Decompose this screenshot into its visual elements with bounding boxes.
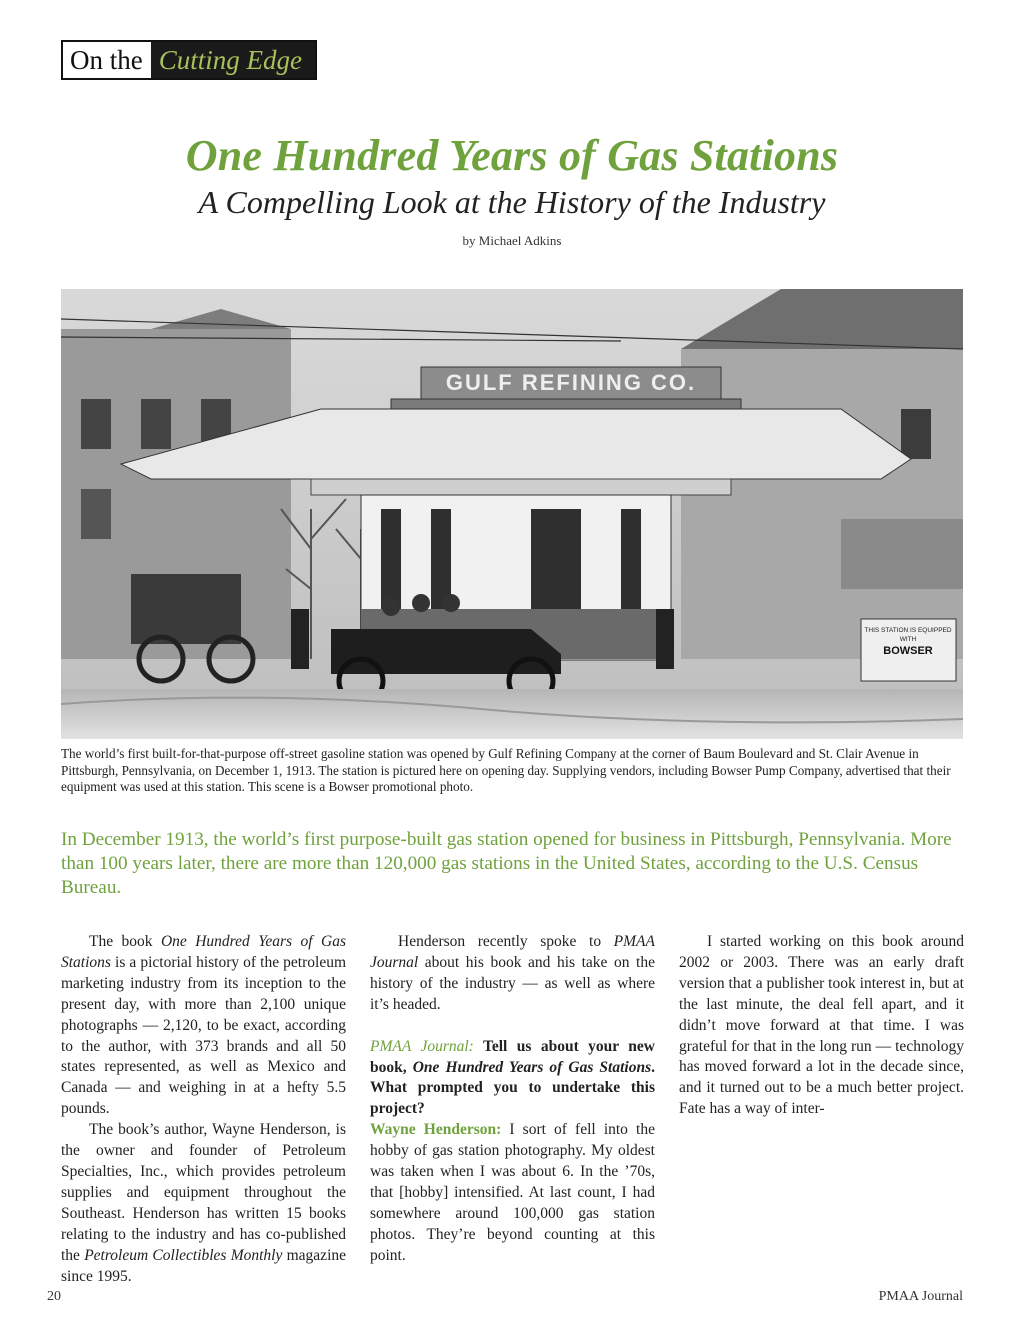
- question-label: PMAA Journal:: [370, 1037, 474, 1055]
- body-paragraph: [370, 932, 655, 1016]
- section-tag-italic: Cutting Edge: [151, 42, 315, 78]
- journal-name: PMAA Journal: [370, 933, 655, 971]
- section-tag: [61, 40, 317, 80]
- article-subtitle: A Compelling Look at the History of the Industry: [198, 184, 826, 220]
- question-text: . What prompted you to undertake this project?: [370, 1058, 655, 1118]
- photo-caption: The world’s first built-for-that-purpose off-street gasoline station was opened by Gulf Refining Company at the corner of Baum Boulevard and St. Clair Avenue in Pittsburgh, Pennsylvania, on December 1, 1913. The station is pictured here on opening day. Supplying vendors, including Bowser Pump Company, advertised that their equipment was used at this station. This scene is a Bowser promotional photo.: [61, 746, 951, 795]
- byline: by Michael Adkins: [462, 233, 562, 248]
- section-tag-plain: On the: [63, 42, 151, 78]
- body-paragraph: [61, 1120, 346, 1287]
- magazine-title: Petroleum Collectibles Monthly: [84, 1246, 283, 1264]
- answer-label: Wayne Henderson:: [370, 1121, 502, 1139]
- text-run: about his book and his take on the history of the industry — as well as where it’s headed.: [370, 953, 655, 1013]
- body-paragraph: [61, 932, 346, 1120]
- station-sign-text: GULF REFINING CO.: [445, 370, 697, 395]
- sign-board-line-2: WITH: [899, 636, 917, 643]
- page-number: 20: [47, 1289, 61, 1304]
- body-column-2: [370, 932, 655, 1267]
- answer-text: I sort of fell into the hobby of gas station photography. My oldest was taken when I was about 6. In the ’70s, that [hobby] intensified. At last count, I had somewhere around 100,000 gas station photos. They’re beyond counting at this point.: [370, 1121, 655, 1264]
- text-run: The book’s author, Wayne Henderson, is the owner and founder of Petroleum Specialties, Inc., which provides petroleum supplies and equipment throughout the Southeast. Henderson has written 15 books relating to the industry and has co-published the: [61, 1121, 346, 1264]
- question-text: Tell us about your new book,: [370, 1037, 655, 1076]
- gas-station-photo: [61, 289, 963, 739]
- article-title: One Hundred Years of Gas Stations: [185, 131, 839, 180]
- body-column-1: [61, 932, 346, 1287]
- sign-board-line-3: BOWSER: [883, 645, 933, 657]
- book-title: One Hundred Years of Gas Stations: [61, 933, 346, 971]
- lead-paragraph: In December 1913, the world’s first purpose-built gas station opened for business in Pittsburgh, Pennsylvania. More than 100 years later, there are more than 120,000 gas stations in the United States, according to the U.S. Census Bureau.: [61, 829, 952, 899]
- answer-paragraph: [370, 1120, 655, 1266]
- body-paragraph: I started working on this book around 2002 or 2003. There was an early draft version that a publisher took interest in, but at the last minute, the deal fell apart, and it didn’t move forward at that time. I was grateful for that in the long run — technology has moved forward a lot in the decade since, and it turned out to be a much better project. Fate has a way of inter-: [679, 933, 964, 1118]
- spacer: [370, 1016, 655, 1037]
- text-run: Henderson recently spoke to: [398, 933, 614, 950]
- sign-board-line-1: THIS STATION IS EQUIPPED: [864, 627, 952, 634]
- body-column-3: [679, 932, 964, 1120]
- text-run: The book: [89, 933, 161, 950]
- journal-footer: PMAA Journal: [878, 1289, 963, 1304]
- text-run: is a pictorial history of the petroleum marketing industry from its inception to the present day, with more than 2,100 unique photographs — 2,120, to be exact, according to the author, with 373 brands and all 50 states represented, as well as Mexico and Canada — and weighing in at a hefty 5.5 pounds.: [61, 953, 346, 1118]
- text-run: magazine since 1995.: [61, 1246, 347, 1285]
- question-book-title: One Hundred Years of Gas Stations: [412, 1058, 652, 1076]
- question-paragraph: [370, 1037, 655, 1121]
